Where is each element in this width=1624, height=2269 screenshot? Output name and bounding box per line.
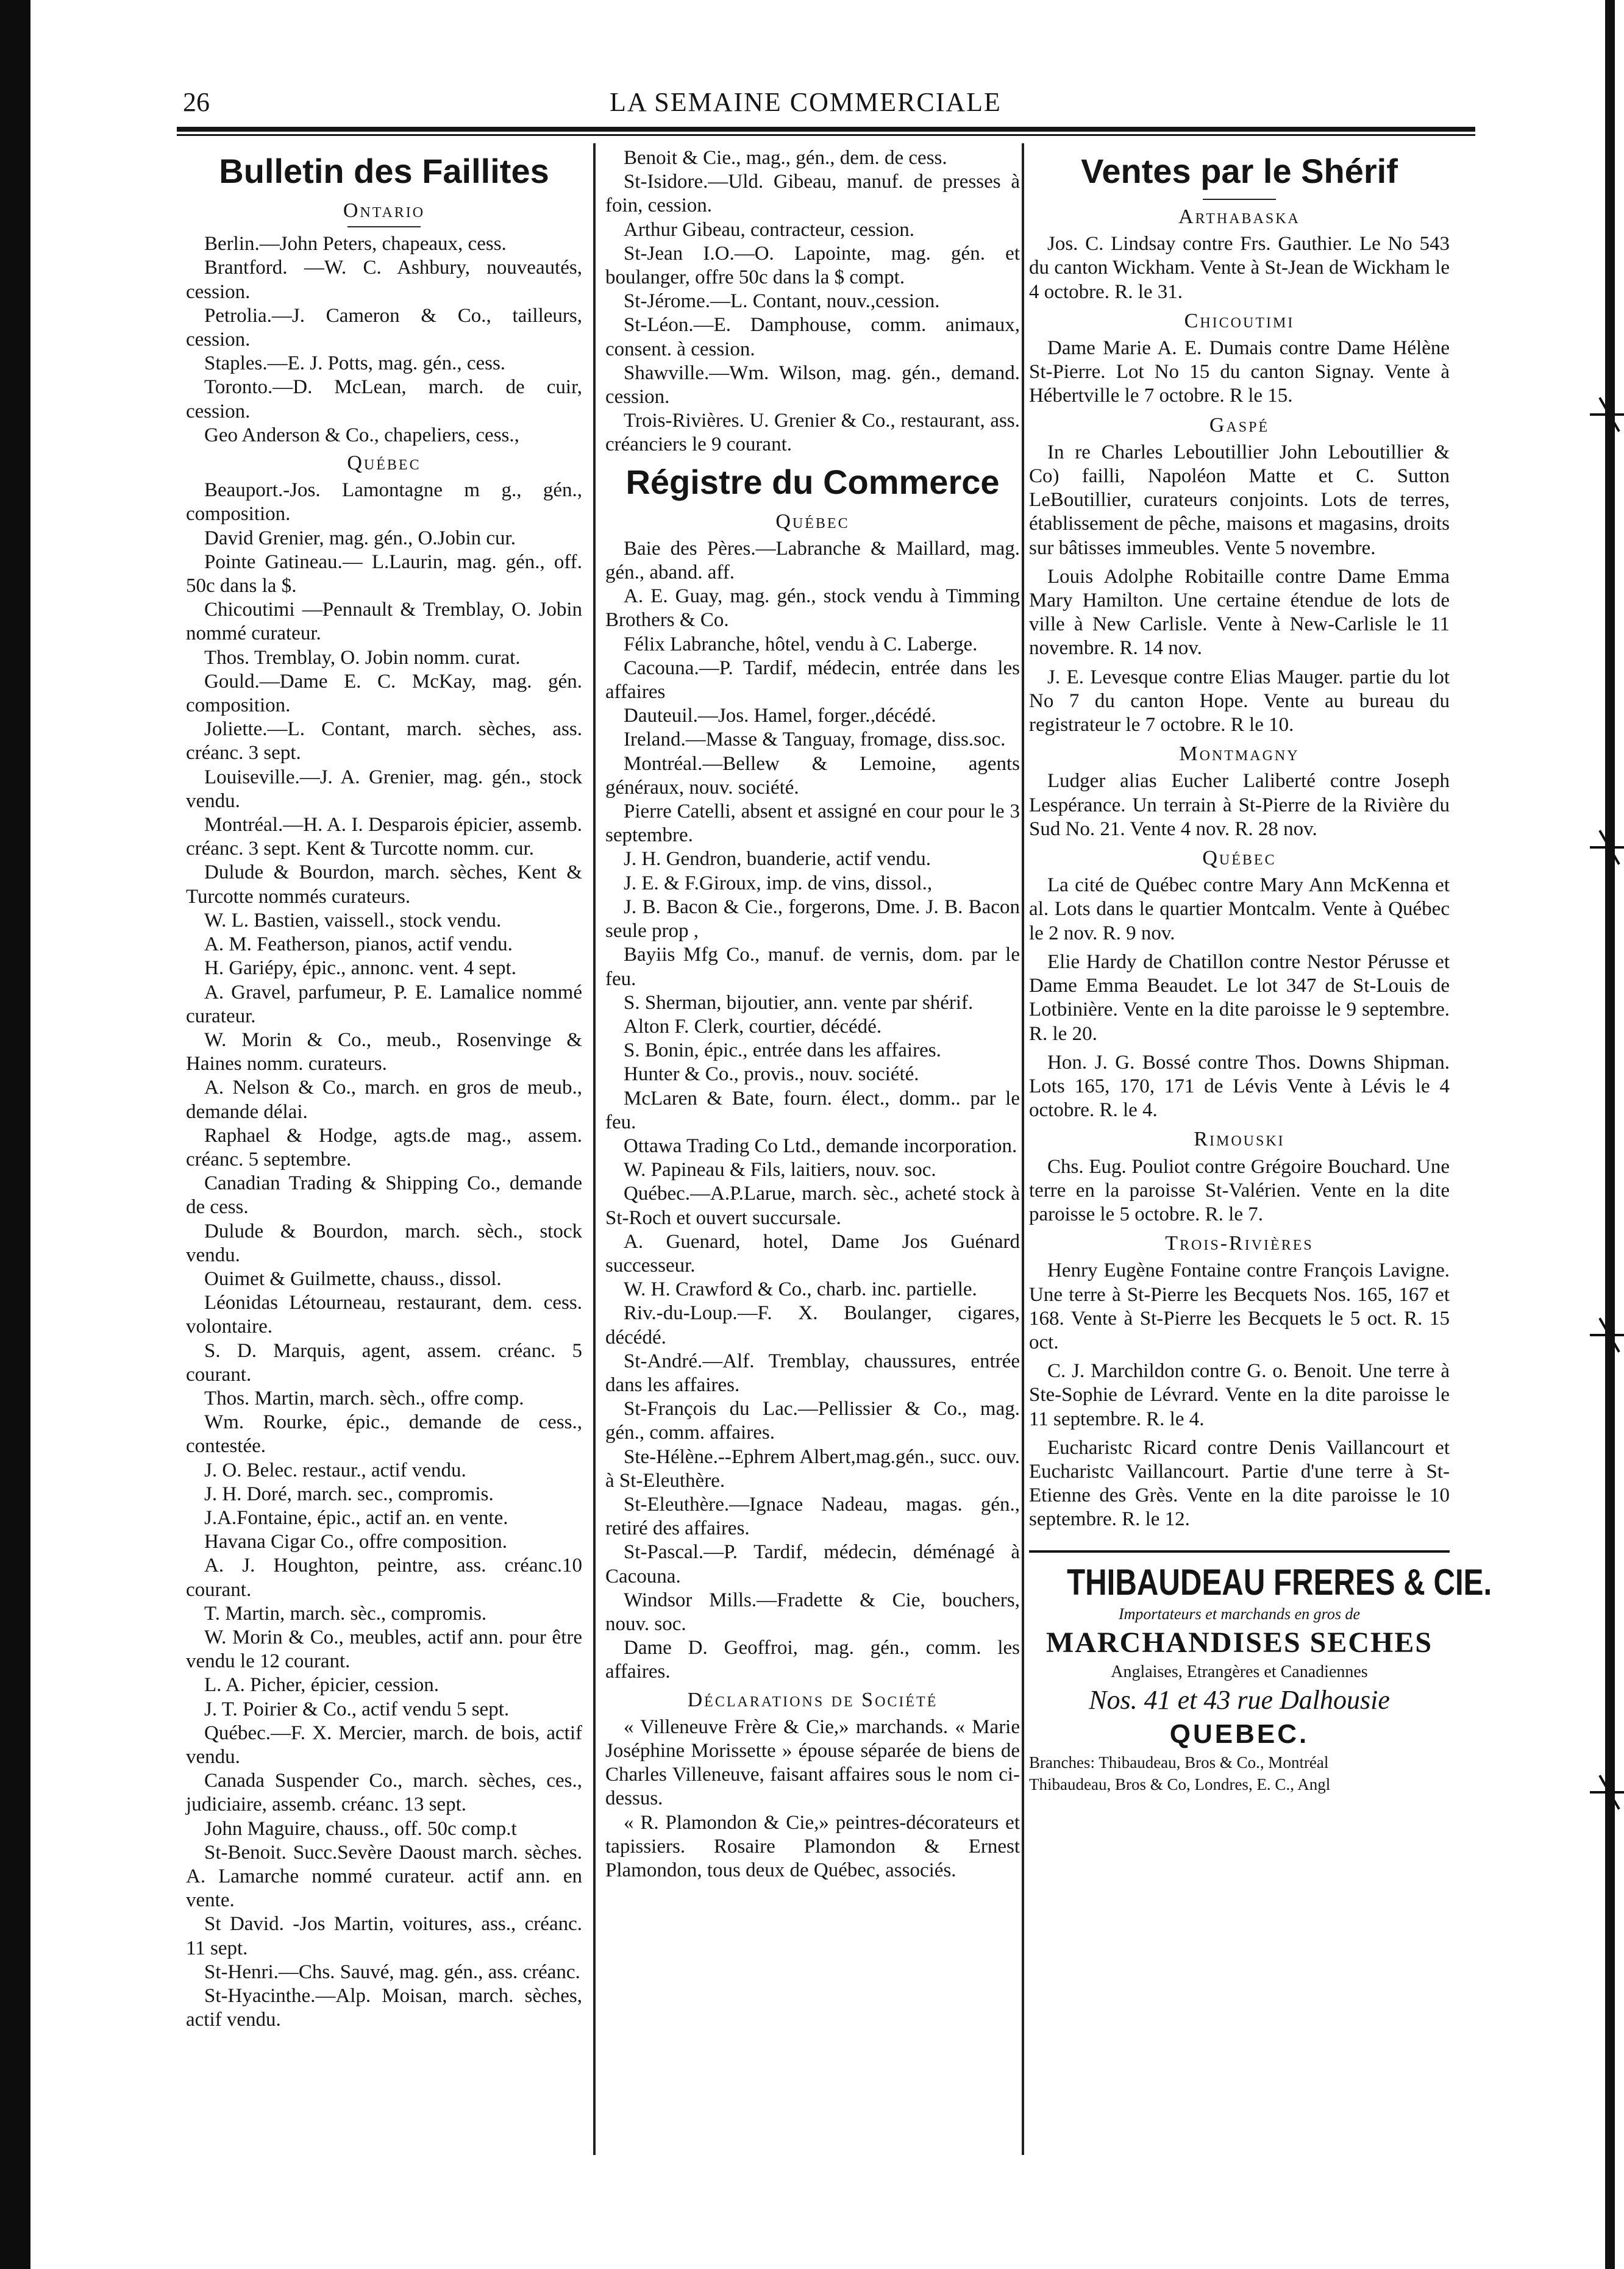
- registre-entry: Bayiis Mfg Co., manuf. de vernis, dom. par le feu.: [605, 944, 1020, 990]
- registre-entry: St-André.—Alf. Tremblay, chaussures, entrée dans les affaires.: [605, 1350, 1020, 1396]
- ad-city: QUEBEC.: [1169, 1719, 1309, 1749]
- column-registre: [605, 146, 1020, 1883]
- sherif-district-heading: Québec: [1202, 847, 1277, 870]
- faillite-entry: St-Jean I.O.—O. Lapointe, mag. gén. et boulanger, offre 50c dans la $ compt.: [605, 242, 1020, 289]
- column-faillites: [186, 146, 582, 2032]
- ad-origin: Anglaises, Etrangères et Canadiennes: [1111, 1662, 1368, 1681]
- registre-list: [605, 537, 1020, 1684]
- registre-entry: Ottawa Trading Co Ltd., demande incorporation.: [624, 1134, 1017, 1157]
- faillite-entry: Trois-Rivières. U. Grenier & Co., restaurant, ass. créanciers le 9 courant.: [605, 410, 1020, 456]
- sherif-district-heading: Rimouski: [1194, 1128, 1285, 1151]
- faillite-entry: Gould.—Dame E. C. McKay, mag. gén. composition.: [186, 670, 582, 717]
- sherif-sale-entry: Louis Adolphe Robitaille contre Dame Emma Mary Hamilton. Une certaine étendue de lots de ville à New Carlisle. Vente à New-Carlisle le 11 novembre. R. 14 nov.: [1029, 565, 1450, 660]
- sherif-sale-entry: Jos. C. Lindsay contre Frs. Gauthier. Le No 543 du canton Wickham. Vente à St-Jean de Wickham le 4 octobre. R. le 31.: [1029, 233, 1450, 303]
- ad-tagline: Importateurs et marchands en gros de: [1119, 1605, 1360, 1623]
- faillite-entry: St-Benoit. Succ.Sevère Daoust march. sèches. A. Lamarche nommé curateur. actif ann. en vente.: [186, 1841, 582, 1912]
- quebec-heading: Québec: [347, 452, 421, 475]
- sherif-sale-entry: Elie Hardy de Chatillon contre Nestor Pérusse et Dame Emma Beaudet. Le lot 347 de St-Louis de Lotbinière. Vente en la dite paroisse le 9 septembre. R. le 20.: [1029, 950, 1450, 1045]
- faillite-entry: Ouimet & Guilmette, chauss., dissol.: [204, 1267, 502, 1290]
- sherif-sale-entry: Dame Marie A. E. Dumais contre Dame Hélène St-Pierre. Lot No 15 du canton Signay. Vente à Hébertville le 7 octobre. R le 15.: [1029, 337, 1450, 407]
- faillite-entry: St-Isidore.—Uld. Gibeau, manuf. de presses à foin, cession.: [605, 171, 1020, 217]
- sherif-district-heading: Arthabaska: [1178, 205, 1300, 228]
- faillite-entry: W. Morin & Co., meubles, actif ann. pour être vendu le 12 courant.: [186, 1626, 582, 1673]
- ontario-heading: Ontario: [343, 199, 426, 222]
- registre-entry: Windsor Mills.—Fradette & Cie, bouchers, nouv. soc.: [605, 1589, 1020, 1635]
- sherif-sections: [1029, 199, 1450, 1532]
- declarations-list: [605, 1715, 1020, 1883]
- registre-entry: J. B. Bacon & Cie., forgerons, Dme. J. B. Bacon seule prop ,: [605, 896, 1020, 942]
- sherif-sale-entry: In re Charles Leboutillier John Leboutillier & Co) failli, Napoléon Matte et C. Sutton LeBoutillier, curateurs conjoints. Lots de terres, établissement de pêche, maisons et magasins, droits sur bâtisses immeubles. Vente 5 novembre.: [1029, 441, 1450, 559]
- sherif-sale-entry: Hon. J. G. Bossé contre Thos. Downs Shipman. Lots 165, 170, 171 de Lévis Vente à Lévis le 4 octobre. R. le 4.: [1029, 1051, 1450, 1122]
- registre-entry: W. H. Crawford & Co., charb. inc. partielle.: [624, 1278, 977, 1301]
- registre-entry: Québec.—A.P.Larue, march. sèc., acheté stock à St-Roch et ouvert succursale.: [605, 1183, 1020, 1229]
- ad-goods: MARCHANDISES SECHES: [1045, 1626, 1433, 1659]
- faillite-entry: J.A.Fontaine, épic., actif an. en vente.: [204, 1506, 508, 1529]
- binding-edge: [0, 0, 30, 2269]
- faillite-entry: Benoit & Cie., mag., gén., dem. de cess.: [624, 147, 947, 169]
- registre-entry: Félix Labranche, hôtel, vendu à C. Laberge.: [624, 633, 978, 655]
- declaration-entry: « Villeneuve Frère & Cie,» marchands. « Marie Joséphine Morissette » épouse séparée de biens de Charles Villeneuve, faisant affaires sous le nom ci-dessus.: [605, 1715, 1020, 1810]
- faillite-entry: Beauport.-Jos. Lamontagne m g., gén., composition.: [186, 479, 582, 525]
- ontario-list: [186, 232, 582, 447]
- column-rule: [1022, 143, 1024, 2155]
- faillite-entry: St-Hyacinthe.—Alp. Moisan, march. sèches, actif vendu.: [186, 1985, 582, 2031]
- faillite-entry: Louiseville.—J. A. Grenier, mag. gén., stock vendu.: [186, 766, 582, 812]
- faillite-entry: Brantford. —W. C. Ashbury, nouveautés, cession.: [186, 257, 582, 303]
- column-sherif: [1029, 146, 1492, 1795]
- ad-branches: Branches: Thibaudeau, Bros & Co., Montréal: [1029, 1753, 1329, 1772]
- faillite-entry: St David. -Jos Martin, voitures, ass., créanc. 11 sept.: [186, 1913, 582, 1959]
- faillite-entry: Havana Cigar Co., offre composition.: [204, 1531, 508, 1553]
- faillites-title: Bulletin des Faillites: [219, 152, 549, 190]
- sherif-sale-entry: C. J. Marchildon contre G. o. Benoit. Une terre à Ste-Sophie de Lévrard. Vente en la dite paroisse le 11 septembre. R. le 4.: [1029, 1360, 1450, 1430]
- faillite-entry: Thos. Tremblay, O. Jobin nomm. curat.: [204, 646, 521, 669]
- header-rule: [177, 134, 1475, 136]
- sherif-district-heading: Montmagny: [1179, 743, 1300, 766]
- faillite-entry: S. D. Marquis, agent, assem. créanc. 5 courant.: [186, 1339, 582, 1386]
- ad-address: Nos. 41 et 43 rue Dalhousie: [1089, 1684, 1390, 1715]
- quebec-list: [186, 479, 582, 2032]
- faillite-entry: A. Gravel, parfumeur, P. E. Lamalice nommé curateur.: [186, 981, 582, 1027]
- sherif-district-heading: Chicoutimi: [1184, 309, 1295, 332]
- faillite-entry: St-Jérome.—L. Contant, nouv.,cession.: [624, 290, 940, 313]
- page-number: 26: [183, 87, 210, 117]
- registre-title: Régistre du Commerce: [625, 462, 1000, 501]
- registre-entry: Hunter & Co., provis., nouv. société.: [624, 1063, 919, 1086]
- advertisement: [1029, 1550, 1492, 1795]
- registre-entry: A. Guenard, hotel, Dame Jos Guénard successeur.: [605, 1230, 1020, 1277]
- registre-entry: St-Pascal.—P. Tardif, médecin, déménagé à Cacouna.: [605, 1541, 1020, 1587]
- faillite-entry: Arthur Gibeau, contracteur, cession.: [624, 218, 915, 241]
- registre-entry: Ste-Hélène.--Ephrem Albert,mag.gén., succ. ouv. à St-Eleuthère.: [605, 1445, 1020, 1492]
- faillite-entry: Staples.—E. J. Potts, mag. gén., cess.: [204, 352, 506, 375]
- header-rule: [177, 127, 1475, 132]
- faillites-continued: [605, 146, 1020, 457]
- sherif-sale-entry: J. E. Levesque contre Elias Mauger. partie du lot No 7 du canton Hope. Vente au bureau du registrateur le 7 octobre. R le 10.: [1029, 666, 1450, 736]
- registre-entry: J. H. Gendron, buanderie, actif vendu.: [624, 848, 931, 871]
- faillite-entry: Joliette.—L. Contant, march. sèches, ass. créanc. 3 sept.: [186, 718, 582, 764]
- faillite-entry: Montréal.—H. A. I. Desparois épicier, assemb. créanc. 3 sept. Kent & Turcotte nomm. cur.: [186, 814, 582, 860]
- registre-entry: Montréal.—Bellew & Lemoine, agents généraux, nouv. société.: [605, 752, 1020, 799]
- faillite-entry: Thos. Martin, march. sèch., offre comp.: [204, 1387, 524, 1409]
- faillite-entry: H. Gariépy, épic., annonc. vent. 4 sept.: [204, 957, 516, 980]
- faillite-entry: W. L. Bastien, vaissell., stock vendu.: [204, 909, 502, 931]
- faillite-entry: Canadian Trading & Shipping Co., demande de cess.: [186, 1172, 582, 1219]
- faillite-entry: St-Léon.—E. Damphouse, comm. animaux, consent. à cession.: [605, 314, 1020, 360]
- margin-rule: [1605, 0, 1615, 2269]
- sherif-sale-entry: La cité de Québec contre Mary Ann McKenna et al. Lots dans le quartier Montcalm. Vente à Québec le 2 nov. R. 9 nov.: [1029, 874, 1450, 944]
- registre-entry: St-François du Lac.—Pellissier & Co., mag. gén., comm. affaires.: [605, 1398, 1020, 1444]
- registre-heading: Québec: [775, 510, 850, 533]
- registre-entry: McLaren & Bate, fourn. élect., domm.. par le feu.: [605, 1087, 1020, 1133]
- faillite-entry: Toronto.—D. McLean, march. de cuir, cession.: [186, 376, 582, 422]
- ad-firm-name: THIBAUDEAU FRERES & CIE.: [1067, 1561, 1492, 1603]
- faillite-entry: St-Henri.—Chs. Sauvé, mag. gén., ass. créanc.: [204, 1961, 580, 1983]
- subheading-rule: [1203, 199, 1276, 200]
- sherif-sale-entry: Chs. Eug. Pouliot contre Grégoire Bouchard. Une terre en la paroisse St-Valérien. Vente en la dite paroisse le 5 octobre. R. le 7.: [1029, 1155, 1450, 1225]
- faillite-entry: Geo Anderson & Co., chapeliers, cess.,: [204, 424, 519, 446]
- faillite-entry: David Grenier, mag. gén., O.Jobin cur.: [204, 527, 516, 549]
- scan-mark: [1585, 390, 1624, 439]
- faillite-entry: A. Nelson & Co., march. en gros de meub., demande délai.: [186, 1077, 582, 1123]
- sherif-district-heading: Gaspé: [1209, 413, 1270, 436]
- registre-entry: J. E. & F.Giroux, imp. de vins, dissol.,: [624, 872, 933, 894]
- faillite-entry: Dulude & Bourdon, march. sèch., stock vendu.: [186, 1220, 582, 1266]
- faillite-entry: J. H. Doré, march. sec., compromis.: [204, 1483, 494, 1505]
- faillite-entry: John Maguire, chauss., off. 50c comp.t: [204, 1817, 517, 1840]
- faillite-entry: L. A. Picher, épicier, cession.: [204, 1674, 439, 1697]
- faillite-entry: Pointe Gatineau.— L.Laurin, mag. gén., off. 50c dans la $.: [186, 550, 582, 597]
- sherif-district-heading: Trois-Rivières: [1165, 1232, 1314, 1255]
- registre-entry: Ireland.—Masse & Tanguay, fromage, diss.soc.: [624, 728, 1006, 751]
- faillite-entry: Québec.—F. X. Mercier, march. de bois, actif vendu.: [186, 1722, 582, 1768]
- faillite-entry: Chicoutimi —Pennault & Tremblay, O. Jobin nommé curateur.: [186, 599, 582, 645]
- registre-entry: Riv.-du-Loup.—F. X. Boulanger, cigares, décédé.: [605, 1302, 1020, 1348]
- faillite-entry: Shawville.—Wm. Wilson, mag. gén., demand. cession.: [605, 362, 1020, 408]
- scan-mark: [1585, 823, 1624, 872]
- faillite-entry: Wm. Rourke, épic., demande de cess., contestée.: [186, 1411, 582, 1458]
- faillite-entry: A. J. Houghton, peintre, ass. créanc.10 courant.: [186, 1555, 582, 1601]
- faillite-entry: Canada Suspender Co., march. sèches, ces., judiciaire, assemb. créanc. 13 sept.: [186, 1770, 582, 1816]
- faillite-entry: A. M. Featherson, pianos, actif vendu.: [204, 933, 513, 956]
- column-rule: [593, 143, 596, 2155]
- sherif-sale-entry: Henry Eugène Fontaine contre François Lavigne. Une terre à St-Pierre les Becquets Nos. 165, 167 et 168. Vente à St-Pierre les Becquets le 5 oct. R. 15 oct.: [1029, 1259, 1450, 1353]
- registre-entry: Baie des Pères.—Labranche & Maillard, mag. gén., aband. aff.: [605, 537, 1020, 584]
- scan-mark: [1585, 1768, 1624, 1817]
- registre-entry: S. Sherman, bijoutier, ann. vente par shérif.: [624, 991, 974, 1014]
- sherif-title: Ventes par le Shérif: [1081, 152, 1398, 190]
- scan-mark: [1585, 1311, 1624, 1359]
- registre-entry: Pierre Catelli, absent et assigné en cour pour le 3 septembre.: [605, 800, 1020, 847]
- registre-entry: A. E. Guay, mag. gén., stock vendu à Timming Brothers & Co.: [605, 585, 1020, 632]
- faillite-entry: J. O. Belec. restaur., actif vendu.: [204, 1459, 466, 1481]
- faillite-entry: Berlin.—John Peters, chapeaux, cess.: [204, 233, 507, 255]
- registre-entry: St-Eleuthère.—Ignace Nadeau, magas. gén., retiré des affaires.: [605, 1493, 1020, 1540]
- declarations-heading: Déclarations de Société: [687, 1688, 938, 1711]
- sherif-sale-entry: Eucharistc Ricard contre Denis Vaillancourt et Eucharistc Vaillancourt. Partie d'une terre à St-Etienne des Grès. Vente en la dite paroisse le 10 septembre. R. le 12.: [1029, 1436, 1450, 1531]
- faillite-entry: W. Morin & Co., meub., Rosenvinge & Haines nomm. curateurs.: [186, 1028, 582, 1075]
- declaration-entry: « R. Plamondon & Cie,» peintres-décorateurs et tapissiers. Rosaire Plamondon & Ernest Plamondon, tous deux de Québec, associés.: [605, 1811, 1020, 1882]
- registre-entry: Cacouna.—P. Tardif, médecin, entrée dans les affaires: [605, 657, 1020, 703]
- faillite-entry: Dulude & Bourdon, march. sèches, Kent & Turcotte nommés curateurs.: [186, 861, 582, 908]
- ad-branches: Thibaudeau, Bros & Co, Londres, E. C., Angl: [1029, 1775, 1331, 1793]
- faillite-entry: T. Martin, march. sèc., compromis.: [204, 1602, 487, 1625]
- registre-entry: W. Papineau & Fils, laitiers, nouv. soc.: [624, 1159, 936, 1181]
- registre-entry: Dauteuil.—Jos. Hamel, forger.,décédé.: [624, 705, 936, 727]
- registre-entry: Dame D. Geoffroi, mag. gén., comm. les affaires.: [605, 1637, 1020, 1683]
- sherif-sale-entry: Ludger alias Eucher Laliberté contre Joseph Lespérance. Un terrain à St-Pierre de la Rivière du Sud No. 21. Vente 4 nov. R. 28 nov.: [1029, 770, 1450, 840]
- subheading-rule: [347, 226, 421, 227]
- registre-entry: Alton F. Clerk, courtier, décédé.: [624, 1015, 882, 1038]
- faillite-entry: Léonidas Létourneau, restaurant, dem. cess. volontaire.: [186, 1292, 582, 1338]
- running-title: LA SEMAINE COMMERCIALE: [610, 87, 1002, 117]
- registre-entry: S. Bonin, épic., entrée dans les affaires.: [624, 1039, 941, 1062]
- faillite-entry: J. T. Poirier & Co., actif vendu 5 sept.: [204, 1698, 510, 1720]
- faillite-entry: Petrolia.—J. Cameron & Co., tailleurs, cession.: [186, 304, 582, 351]
- faillite-entry: Raphael & Hodge, agts.de mag., assem. créanc. 5 septembre.: [186, 1124, 582, 1170]
